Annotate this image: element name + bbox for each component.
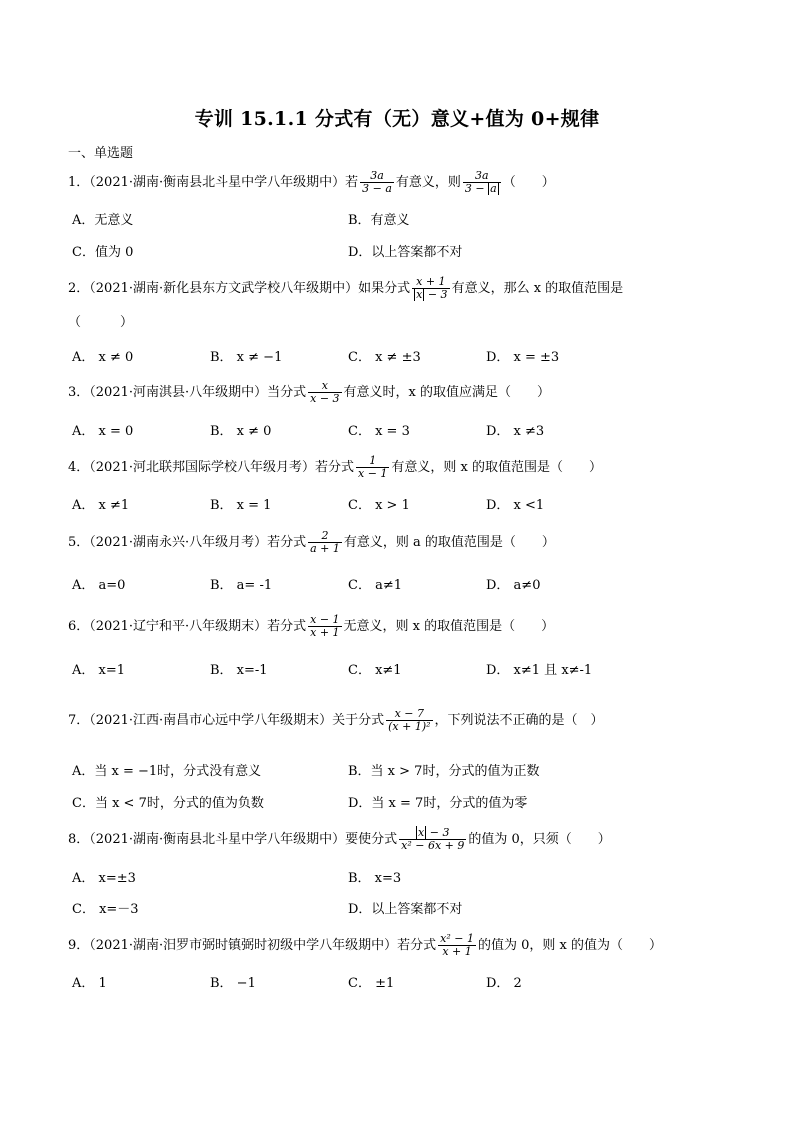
option-d[interactable]: D． a≠0 — [486, 578, 541, 593]
option-c[interactable]: C． ±1 — [348, 976, 395, 991]
option-a[interactable]: A． 1 — [72, 976, 107, 991]
option-d[interactable]: D．以上答案都不对 — [348, 245, 463, 260]
question-4: 4．（2021·河北联邦国际学校八年级月考）若分式 $\frac{1}{x - 1}$ 有意义，则 x 的取值范围是（ ） — [68, 454, 603, 480]
option-d[interactable]: D． x <1 — [486, 498, 545, 513]
option-c[interactable]: C． x≠1 — [348, 663, 402, 678]
option-b[interactable]: B． x = 1 — [210, 498, 272, 513]
option-d[interactable]: D． x ≠3 — [486, 424, 545, 439]
option-d[interactable]: D． 2 — [486, 976, 522, 991]
question-9: 9．（2021·湖南·汨罗市弼时镇弼时初级中学八年级期中）若分式 $\frac{\text{x² − 1}}{x + 1}$ 的值为 0，则 x 的值为（ ） — [68, 932, 662, 958]
option-d[interactable]: D．以上答案都不对 — [348, 902, 463, 917]
option-b[interactable]: B． −1 — [210, 976, 256, 991]
question-8: 8．（2021·湖南·衡南县北斗星中学八年级期中）要使分式 $\frac{x - 3}{\text{x² − 6x + 9}}$ 的值为 0，只须（ ） — [68, 826, 611, 852]
fraction: $\frac{x - 3}{\text{x² − 6x + 9}}$ — [401, 826, 465, 852]
page-title: 专训 15.1.1 分式有（无）意义+值为 0+规律 — [194, 108, 600, 130]
fraction: $\frac{3a}{3 - a}$ — [362, 169, 392, 195]
option-a[interactable]: A． x = 0 — [72, 424, 134, 439]
fraction: $\frac{2}{a + 1}$ — [310, 529, 340, 555]
question-7: 7．（2021·江西·南昌市心远中学八年级期末）关于分式 $\frac{x - 7}{\text{(x + 1)²}}$ ，下列说法不正确的是（ ） — [68, 707, 604, 733]
option-d[interactable]: D．当 x = 7时，分式的值为零 — [348, 796, 528, 811]
option-d[interactable]: D． x = ±3 — [486, 350, 560, 365]
option-a[interactable]: A． x ≠1 — [72, 498, 130, 513]
option-b[interactable]: B． x ≠ 0 — [210, 424, 272, 439]
question-2: 2．（2021·湖南·新化县东方文武学校八年级期中）如果分式 $\frac{x + 1}{x - 3}$ 有意义，那么 x 的取值范围是 — [68, 275, 624, 301]
question-text: 1．（2021·湖南·衡南县北斗星中学八年级期中）若 — [68, 175, 359, 190]
question-1: 1．（2021·湖南·衡南县北斗星中学八年级期中）若 $\frac{3a}{3 - a}$ 有意义，则 $\frac{3a}{3 - a}$ （ ） — [68, 169, 555, 195]
option-c[interactable]: C． x = 3 — [348, 424, 410, 439]
fraction: $\frac{x}{x - 3}$ — [310, 379, 340, 405]
option-c[interactable]: C．当 x < 7时，分式的值为负数 — [72, 796, 264, 811]
option-b[interactable]: B． a= -1 — [210, 578, 273, 593]
fraction: $\frac{3a}{3 - a}$ — [463, 170, 501, 195]
option-b[interactable]: B． x=-1 — [210, 663, 268, 678]
fraction: $\frac{x - 1}{x + 1}$ — [310, 613, 340, 639]
section-heading: 一、单选题 — [68, 146, 134, 161]
option-a[interactable]: A． a=0 — [72, 578, 126, 593]
fraction: $\frac{x + 1}{x - 3}$ — [412, 276, 449, 301]
option-d[interactable]: D． x≠1 且 x≠-1 — [486, 663, 593, 678]
fraction: $\frac{x - 7}{\text{(x + 1)²}}$ — [388, 707, 431, 733]
option-b[interactable]: B．当 x > 7时，分式的值为正数 — [348, 764, 540, 779]
option-c[interactable]: C． a≠1 — [348, 578, 402, 593]
option-c[interactable]: C． x > 1 — [348, 498, 410, 513]
question-3: 3．（2021·河南淇县·八年级期中）当分式 $\frac{x}{x - 3}$ 有意义时，x 的取值应满足（ ） — [68, 379, 551, 405]
fraction: $\frac{\text{x² − 1}}{x + 1}$ — [440, 932, 474, 958]
option-b[interactable]: B． x ≠ −1 — [210, 350, 283, 365]
option-a[interactable]: A． x=1 — [72, 663, 126, 678]
option-c[interactable]: C．值为 0 — [72, 245, 134, 260]
fraction: $\frac{1}{x - 1}$ — [358, 454, 388, 480]
option-c[interactable]: C． x ≠ ±3 — [348, 350, 421, 365]
option-b[interactable]: B．有意义 — [348, 213, 410, 228]
option-c[interactable]: C． x=－3 — [72, 902, 139, 917]
option-a[interactable]: A． x ≠ 0 — [72, 350, 134, 365]
question-6: 6．（2021·辽宁和平·八年级期末）若分式 $\frac{x - 1}{x + 1}$ 无意义，则 x 的取值范围是（ ） — [68, 613, 555, 639]
question-2-line2: （ ） — [68, 315, 134, 330]
option-a[interactable]: A．当 x = −1时，分式没有意义 — [72, 764, 262, 779]
option-a[interactable]: A．无意义 — [72, 213, 134, 228]
option-a[interactable]: A． x=±3 — [72, 871, 136, 886]
question-5: 5．（2021·湖南永兴·八年级月考）若分式 $\frac{2}{a + 1}$ 有意义，则 a 的取值范围是（ ） — [68, 529, 555, 555]
option-b[interactable]: B． x=3 — [348, 871, 402, 886]
